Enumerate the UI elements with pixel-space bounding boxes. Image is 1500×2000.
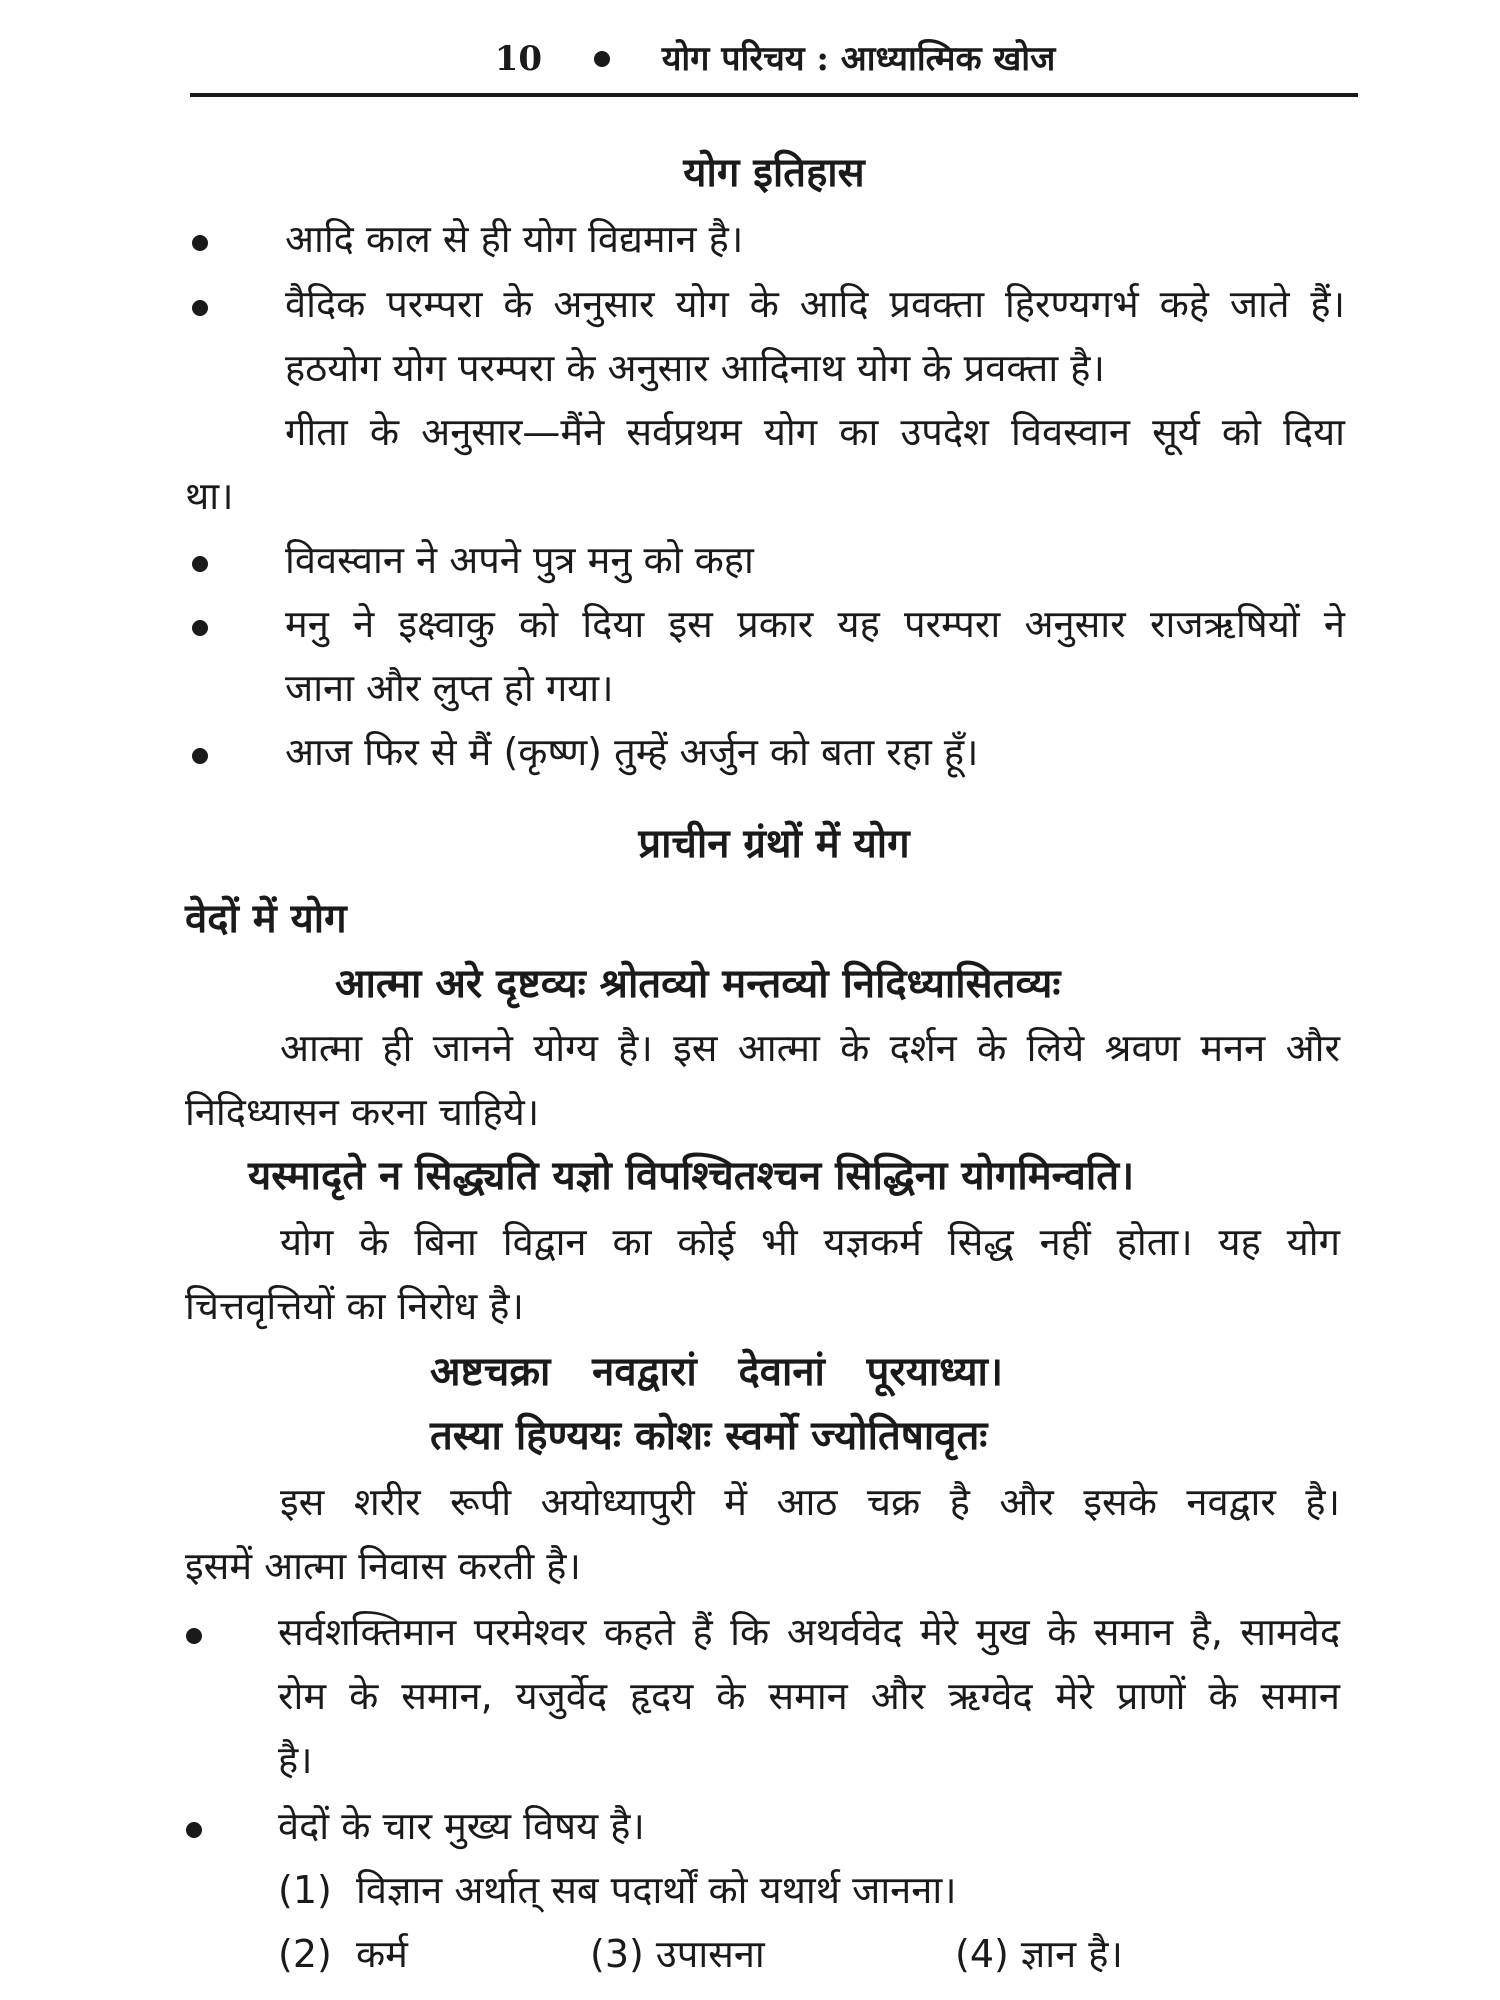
- bullet-dot-icon: [594, 51, 610, 67]
- sanskrit-verse: अष्टचक्रा नवद्वारां देवानां पूरयाध्या।: [430, 1349, 1004, 1395]
- sanskrit-verse: तस्या हिण्ययः कोशः स्वर्मो ज्योतिषावृतः: [430, 1413, 988, 1459]
- page-number: 10: [494, 39, 543, 79]
- section-title-ancient-texts: प्राचीन ग्रंथों में योग: [638, 821, 910, 867]
- paragraph-line: योग के बिना विद्वान का कोई भी यज्ञकर्म सिद्ध नहीं होता। यह योग: [280, 1220, 1340, 1264]
- bullet-text-continued: जाना और लुप्त हो गया।: [285, 666, 614, 710]
- sanskrit-verse: आत्मा अरे दृष्टव्यः श्रोतव्यो मन्तव्यो निदिध्यासितव्यः: [335, 961, 1061, 1007]
- sanskrit-verse: यस्मादृते न सिद्ध्यति यज्ञो विपश्चितश्चन सिद्धिना योगमिन्वति।: [248, 1153, 1135, 1199]
- bullet-text-continued: हठयोग योग परम्परा के अनुसार आदिनाथ योग के प्रवक्ता है।: [285, 346, 1105, 390]
- paragraph-line: आत्मा ही जानने योग्य है। इस आत्मा के दर्शन के लिये श्रवण मनन और: [280, 1026, 1340, 1070]
- paragraph-line: इस शरीर रूपी अयोध्यापुरी में आठ चक्र है और इसके नवद्वार है।: [280, 1480, 1340, 1524]
- bullet-icon: [186, 1822, 202, 1838]
- bullet-text: विवस्वान ने अपने पुत्र मनु को कहा: [285, 538, 754, 582]
- bullet-text: आदि काल से ही योग विद्यमान है।: [285, 217, 744, 261]
- running-header: [190, 34, 1360, 80]
- book-title: योग परिचय : आध्यात्मिक खोज: [661, 39, 1056, 79]
- bullet-icon: [192, 556, 208, 572]
- list-item: (4) ज्ञान है।: [955, 1932, 1123, 1976]
- subheading-vedas: वेदों में योग: [185, 896, 347, 942]
- bullet-text: वेदों के चार मुख्य विषय है।: [278, 1804, 645, 1848]
- bullet-icon: [192, 300, 208, 316]
- paragraph-line: था।: [185, 474, 234, 518]
- bullet-text-continued: रोम के समान, यजुर्वेद हृदय के समान और ऋग्वेद मेरे प्राणों के समान: [278, 1674, 1340, 1718]
- bullet-text: आज फिर से मैं (कृष्ण) तुम्हें अर्जुन को बता रहा हूँ।: [285, 730, 979, 774]
- paragraph-line: गीता के अनुसार—मैंने सर्वप्रथम योग का उपदेश विवस्वान सूर्य को दिया: [285, 410, 1345, 454]
- bullet-icon: [192, 748, 208, 764]
- bullet-text: सर्वशक्तिमान परमेश्वर कहते हैं कि अथर्ववेद मेरे मुख के समान है, सामवेद: [278, 1610, 1340, 1654]
- section-title-yoga-history: योग इतिहास: [683, 150, 865, 196]
- bullet-icon: [192, 620, 208, 636]
- bullet-icon: [186, 1628, 202, 1644]
- header-rule: [190, 93, 1358, 97]
- bullet-text-continued: है।: [278, 1738, 313, 1782]
- list-item: (3) उपासना: [590, 1932, 765, 1976]
- bullet-text: वैदिक परम्परा के अनुसार योग के आदि प्रवक्ता हिरण्यगर्भ कहे जाते हैं।: [285, 282, 1345, 326]
- paragraph-line: निदिध्यासन करना चाहिये।: [185, 1090, 540, 1134]
- bullet-icon: [192, 235, 208, 251]
- bullet-text: मनु ने इक्ष्वाकु को दिया इस प्रकार यह परम्परा अनुसार राजऋषियों ने: [285, 602, 1345, 646]
- list-item: (2) कर्म: [278, 1932, 408, 1976]
- list-item: (1) विज्ञान अर्थात् सब पदार्थों को यथार्थ जानना।: [278, 1868, 957, 1912]
- paragraph-line: इसमें आत्मा निवास करती है।: [185, 1544, 581, 1588]
- paragraph-line: चित्तवृत्तियों का निरोध है।: [185, 1284, 524, 1328]
